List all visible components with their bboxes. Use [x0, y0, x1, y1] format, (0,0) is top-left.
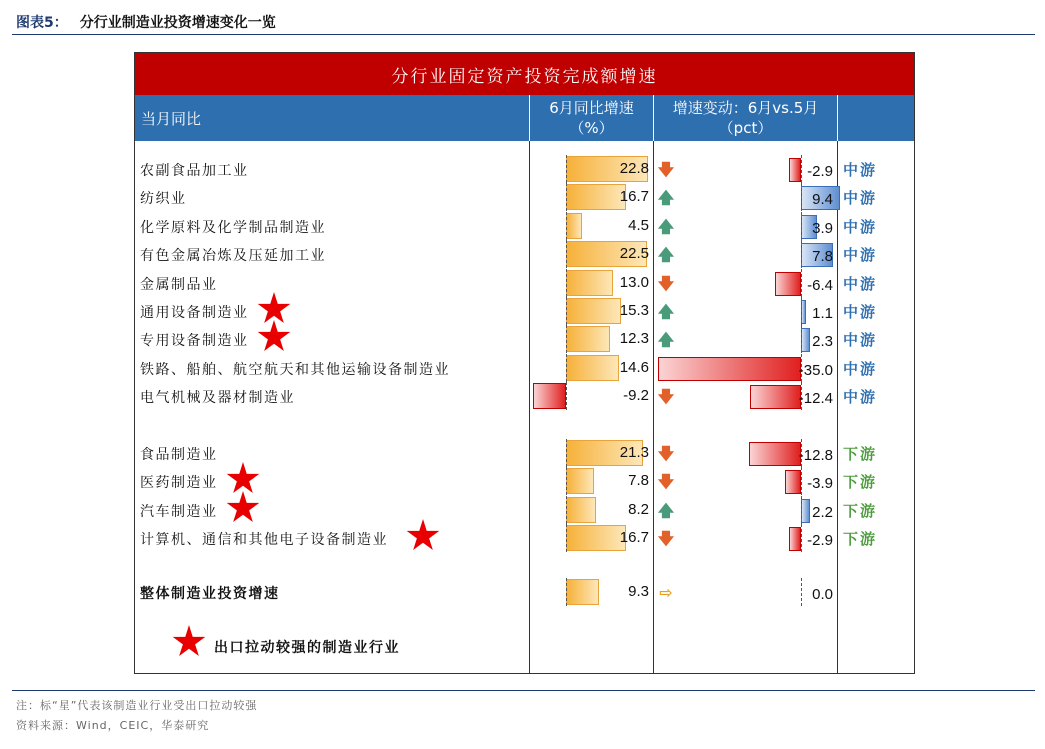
- down-arrow-icon: 🡇: [657, 160, 675, 179]
- change-value: 7.8: [812, 248, 833, 265]
- yoy-axis: [566, 212, 567, 240]
- down-arrow-icon: 🡇: [657, 472, 675, 491]
- column-divider-2: [653, 141, 654, 673]
- change-value: 3.9: [812, 220, 833, 237]
- yoy-axis: [566, 297, 567, 325]
- header-yoy-line2: （%）: [569, 119, 614, 137]
- header-change-line2: （pct）: [718, 119, 773, 137]
- up-arrow-icon: 🡅: [657, 302, 675, 321]
- header-yoy: [529, 95, 653, 141]
- yoy-value: 22.8: [619, 160, 649, 177]
- yoy-value: 8.2: [628, 501, 649, 518]
- stage-label: 中游: [843, 388, 878, 406]
- stage-label: 中游: [843, 303, 878, 321]
- category-label: 专用设备制造业: [140, 333, 249, 349]
- category-label: 农副食品加工业: [140, 163, 249, 179]
- yoy-bar: [533, 383, 566, 409]
- yoy-axis: [566, 382, 567, 410]
- category-label: 医药制造业: [140, 475, 218, 491]
- yoy-axis: [566, 524, 567, 552]
- yoy-value: 14.6: [619, 359, 649, 376]
- stage-label: 下游: [843, 502, 878, 520]
- export-star-icon: [226, 462, 260, 496]
- bottom-rule: [12, 690, 1035, 691]
- change-value: -6.4: [807, 277, 833, 294]
- top-rule: [12, 34, 1035, 35]
- yoy-value: 15.3: [619, 302, 649, 319]
- change-value: 2.2: [812, 504, 833, 521]
- stage-label: 中游: [843, 189, 878, 207]
- stage-label: 下游: [843, 473, 878, 491]
- legend-star-icon: [172, 625, 206, 659]
- stage-label: 中游: [843, 331, 878, 349]
- category-label: 电气机械及器材制造业: [140, 390, 295, 406]
- stage-label: 中游: [843, 360, 878, 378]
- change-value: -12.4: [798, 390, 833, 407]
- yoy-value: 22.5: [619, 245, 649, 262]
- yoy-axis: [566, 183, 567, 211]
- stage-label: 中游: [843, 275, 878, 293]
- change-value: 9.4: [812, 191, 833, 208]
- footnote: 注：标“星”代表该制造业行业受出口拉动较强: [16, 699, 258, 712]
- category-label: 化学原料及化学制品制造业: [140, 220, 326, 236]
- yoy-value: 7.8: [628, 472, 649, 489]
- yoy-axis: [566, 578, 567, 606]
- yoy-axis: [566, 467, 567, 495]
- change-value: 0.0: [812, 586, 833, 603]
- change-value: -2.9: [807, 163, 833, 180]
- down-arrow-icon: 🡇: [657, 444, 675, 463]
- yoy-axis: [566, 155, 567, 183]
- figure-title: [16, 12, 276, 32]
- change-value: -12.8: [798, 447, 833, 464]
- yoy-axis: [566, 325, 567, 353]
- yoy-value: -9.2: [623, 387, 649, 404]
- category-label: 金属制品业: [140, 277, 218, 293]
- total-label: 整体制造业投资增速: [140, 586, 280, 602]
- change-value: -35.0: [798, 362, 833, 379]
- right-arrow-icon: ⇨: [659, 583, 673, 602]
- yoy-value: 16.7: [619, 188, 649, 205]
- change-value: 2.3: [812, 333, 833, 350]
- column-divider-1: [529, 141, 530, 673]
- yoy-axis: [566, 496, 567, 524]
- stage-label: 下游: [843, 530, 878, 548]
- up-arrow-icon: 🡅: [657, 217, 675, 236]
- up-arrow-icon: 🡅: [657, 501, 675, 520]
- down-arrow-icon: 🡇: [657, 274, 675, 293]
- up-arrow-icon: 🡅: [657, 330, 675, 349]
- up-arrow-icon: 🡅: [657, 188, 675, 207]
- category-label: 食品制造业: [140, 447, 218, 463]
- yoy-value: 13.0: [619, 274, 649, 291]
- change-value: -3.9: [807, 475, 833, 492]
- header-change: [653, 95, 837, 141]
- category-label: 纺织业: [140, 191, 187, 207]
- legend-text: 出口拉动较强的制造业行业: [214, 640, 400, 656]
- category-label: 汽车制造业: [140, 504, 218, 520]
- export-star-icon: [226, 491, 260, 525]
- stage-label: 中游: [843, 161, 878, 179]
- column-divider-3: [837, 141, 838, 673]
- yoy-axis: [566, 240, 567, 268]
- investment-table: [134, 52, 915, 674]
- category-label: 通用设备制造业: [140, 305, 249, 321]
- header-category-text: 当月同比: [141, 109, 202, 128]
- source-note: 资料来源：Wind，CEIC，华泰研究: [16, 719, 210, 732]
- down-arrow-icon: 🡇: [657, 529, 675, 548]
- header-stage: [837, 95, 915, 141]
- yoy-value: 4.5: [628, 217, 649, 234]
- change-value: 1.1: [812, 305, 833, 322]
- yoy-value: 9.3: [628, 583, 649, 600]
- export-star-icon: [406, 519, 440, 553]
- yoy-value: 21.3: [619, 444, 649, 461]
- yoy-axis: [566, 439, 567, 467]
- figure-label: 图表5：: [16, 15, 68, 31]
- table-banner: 分行业固定资产投资完成额增速: [135, 53, 914, 95]
- header-change-line1: 增速变动：6月vs.5月: [672, 99, 819, 117]
- header-category: [135, 95, 529, 141]
- yoy-value: 12.3: [619, 330, 649, 347]
- export-star-icon: [257, 320, 291, 354]
- category-label: 计算机、通信和其他电子设备制造业: [140, 532, 388, 548]
- figure-title-text: 分行业制造业投资增速变化一览: [79, 15, 276, 31]
- header-yoy-line1: 6月同比增速: [549, 99, 634, 117]
- category-label: 有色金属冶炼及压延加工业: [140, 248, 326, 264]
- category-label: 铁路、船舶、航空航天和其他运输设备制造业: [140, 362, 450, 378]
- yoy-axis: [566, 354, 567, 382]
- down-arrow-icon: 🡇: [657, 387, 675, 406]
- stage-label: 下游: [843, 445, 878, 463]
- stage-label: 中游: [843, 246, 878, 264]
- change-value: -2.9: [807, 532, 833, 549]
- yoy-value: 16.7: [619, 529, 649, 546]
- stage-label: 中游: [843, 218, 878, 236]
- yoy-axis: [566, 269, 567, 297]
- up-arrow-icon: 🡅: [657, 245, 675, 264]
